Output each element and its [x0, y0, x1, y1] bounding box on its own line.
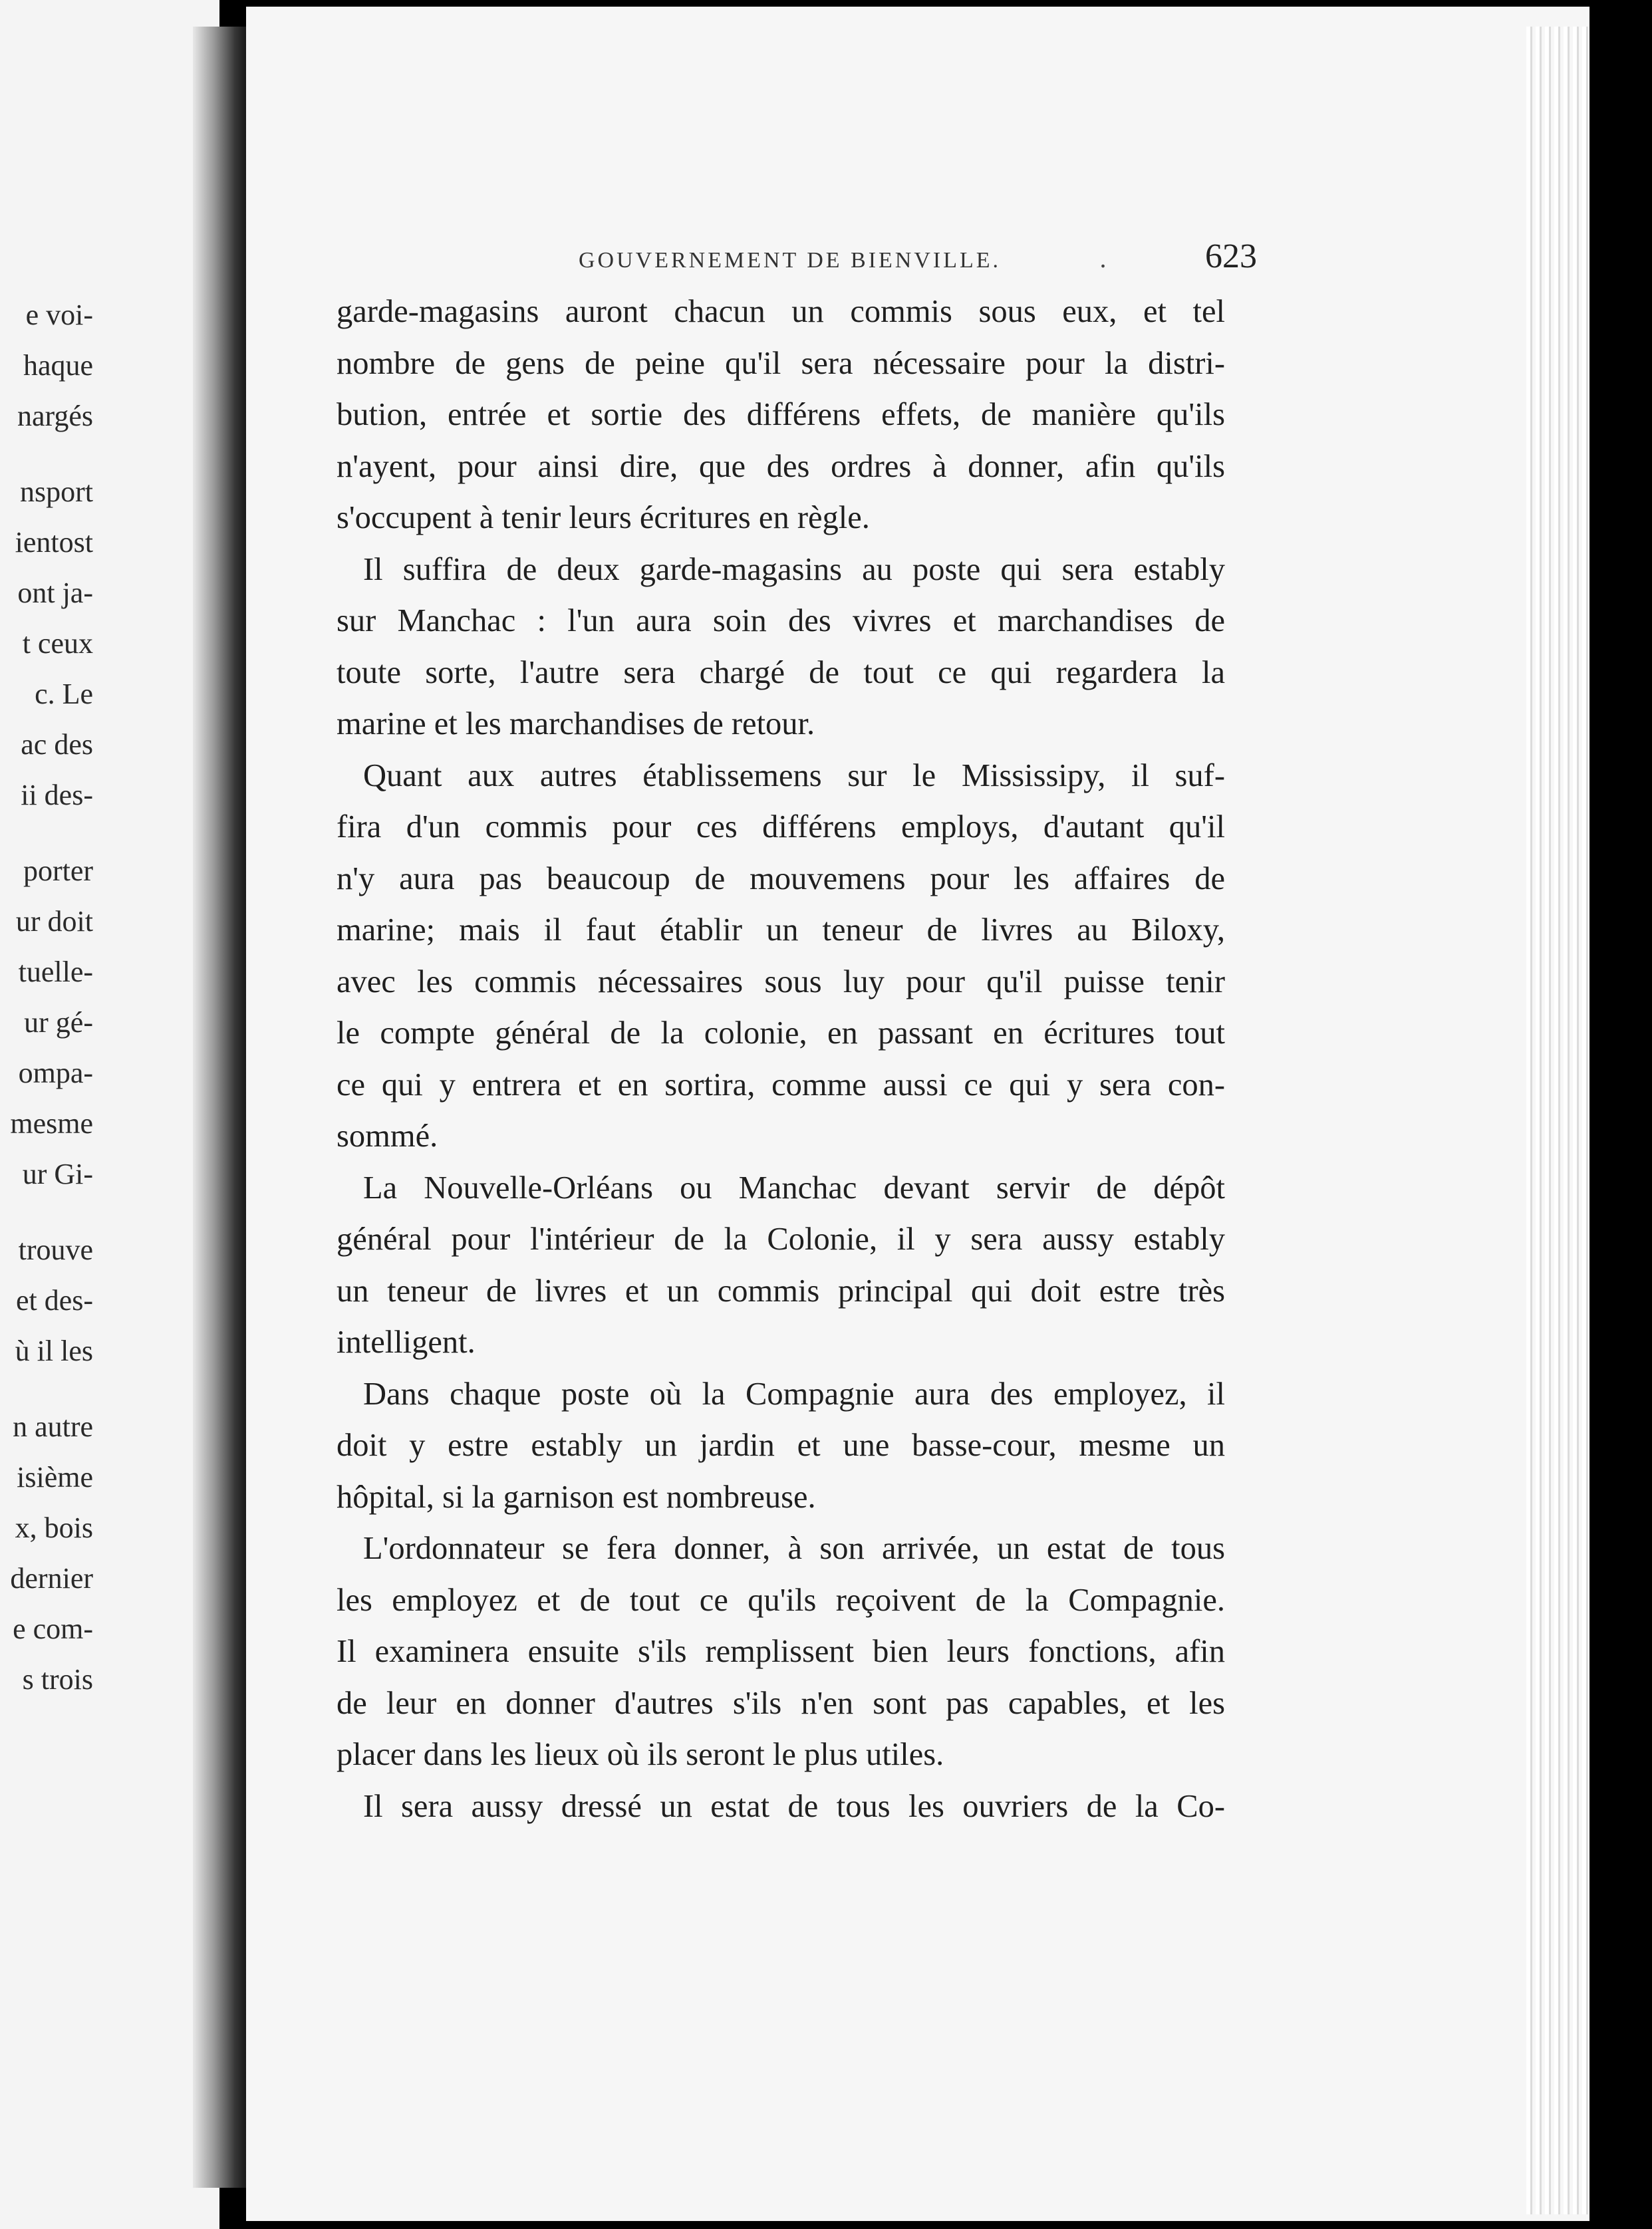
text-line: le compte général de la colonie, en passant en écritures tout — [337, 1015, 1225, 1051]
left-line: nargés — [17, 400, 93, 432]
text-line: Il suffira de deux garde-magasins au poste qui sera estably — [363, 551, 1225, 587]
left-line: s trois — [22, 1663, 93, 1696]
text-line: Quant aux autres établissemens sur le Mississipy, il suf- — [363, 757, 1225, 793]
text-line: L'ordonnateur se fera donner, à son arrivée, un estat de tous — [363, 1531, 1225, 1566]
text-line: s'occupent à tenir leurs écritures en règle. — [337, 500, 870, 535]
text-line: bution, entrée et sortie des différens effets, de manière qu'ils — [337, 397, 1225, 432]
left-line: haque — [23, 349, 93, 382]
left-line: dernier — [10, 1562, 93, 1595]
text-line: Dans chaque poste où la Compagnie aura des employez, il — [363, 1376, 1225, 1412]
paragraph — [337, 750, 1225, 1162]
text-line: général pour l'intérieur de la Colonie, il y sera aussy estably — [337, 1222, 1225, 1257]
left-line: ur Gi- — [22, 1158, 93, 1190]
left-line: t ceux — [22, 627, 93, 660]
text-line: garde-magasins auront chacun un commis sous eux, et tel — [337, 294, 1225, 329]
left-line: mesme — [10, 1107, 93, 1140]
text-line: placer dans les lieux où ils seront le plus utiles. — [337, 1737, 944, 1772]
page-edges — [1526, 27, 1589, 2214]
left-line: ur doit — [15, 905, 93, 938]
left-line: e com- — [13, 1613, 93, 1645]
left-line: x, bois — [15, 1511, 93, 1544]
paragraph — [337, 1781, 1225, 1833]
text-line: fira d'un commis pour ces différens employs, d'autant qu'il — [337, 809, 1225, 845]
left-line: nsport — [20, 475, 93, 508]
text-line: n'y aura pas beaucoup de mouvemens pour les affaires de — [337, 860, 1225, 896]
paragraph — [337, 286, 1225, 544]
text-line: marine; mais il faut établir un teneur de livres au Biloxy, — [337, 912, 1225, 948]
left-line: ii des- — [21, 779, 93, 811]
left-gap — [0, 1377, 93, 1402]
text-line: hôpital, si la garnison est nombreuse. — [337, 1479, 816, 1515]
text-line: nombre de gens de peine qu'il sera nécessaire pour la distri- — [337, 345, 1225, 381]
left-gap — [0, 1200, 93, 1225]
paragraph — [337, 1162, 1225, 1369]
text-line: intelligent. — [337, 1325, 476, 1360]
left-line: n autre — [13, 1410, 93, 1443]
text-line: un teneur de livres et un commis principal qui doit estre très — [337, 1273, 1225, 1309]
body-text — [337, 286, 1225, 1832]
left-line: ientost — [15, 526, 93, 559]
left-line: trouve — [18, 1234, 93, 1266]
left-line: ont ja- — [17, 577, 93, 609]
left-line: tuelle- — [18, 956, 93, 988]
text-line: marine et les marchandises de retour. — [337, 706, 815, 741]
text-line: n'ayent, pour ainsi dire, que des ordres à donner, afin qu'ils — [337, 448, 1225, 484]
running-title: GOUVERNEMENT DE BIENVILLE. — [579, 248, 1002, 273]
text-line: avec les commis nécessaires sous luy pour qu'il puisse tenir — [337, 964, 1225, 999]
paragraph — [337, 544, 1225, 750]
text-line: La Nouvelle-Orléans ou Manchac devant servir de dépôt — [363, 1170, 1225, 1206]
book-gutter-shadow — [193, 27, 253, 2188]
header-separator: . — [1099, 243, 1107, 273]
left-line: ompa- — [18, 1057, 93, 1089]
left-line: e voi- — [25, 299, 93, 331]
scan-border — [1589, 27, 1652, 2229]
left-line: porter — [23, 854, 93, 887]
page-number: 623 — [1205, 237, 1257, 275]
left-line: et des- — [15, 1284, 93, 1317]
text-line: les employez et de tout ce qu'ils reçoivent de la Compagnie. — [337, 1582, 1225, 1618]
left-facing-page — [0, 0, 219, 2229]
text-line: ce qui y entrera et en sortira, comme aussi ce qui y sera con- — [337, 1067, 1225, 1103]
text-line: de leur en donner d'autres s'ils n'en sont pas capables, et les — [337, 1685, 1225, 1721]
left-gap — [0, 442, 93, 467]
running-header — [579, 237, 1257, 276]
left-line: isième — [17, 1461, 93, 1494]
left-gap — [0, 821, 93, 846]
text-line: toute sorte, l'autre sera chargé de tout ce qui regardera la — [337, 654, 1225, 690]
left-page-text — [0, 290, 93, 1705]
text-line: doit y estre estably un jardin et une basse-cour, mesme un — [337, 1428, 1225, 1463]
text-line: sommé. — [337, 1118, 438, 1154]
text-line: sur Manchac : l'un aura soin des vivres et marchandises de — [337, 603, 1225, 638]
paragraph — [337, 1369, 1225, 1523]
text-line: Il sera aussy dressé un estat de tous les ouvriers de la Co- — [363, 1788, 1225, 1824]
left-line: ac des — [21, 728, 93, 761]
text-line: Il examinera ensuite s'ils remplissent bien leurs fonctions, afin — [337, 1634, 1225, 1669]
left-line: c. Le — [35, 678, 93, 710]
left-line: ù il les — [15, 1335, 93, 1367]
left-line: ur gé- — [24, 1006, 93, 1039]
paragraph — [337, 1523, 1225, 1781]
